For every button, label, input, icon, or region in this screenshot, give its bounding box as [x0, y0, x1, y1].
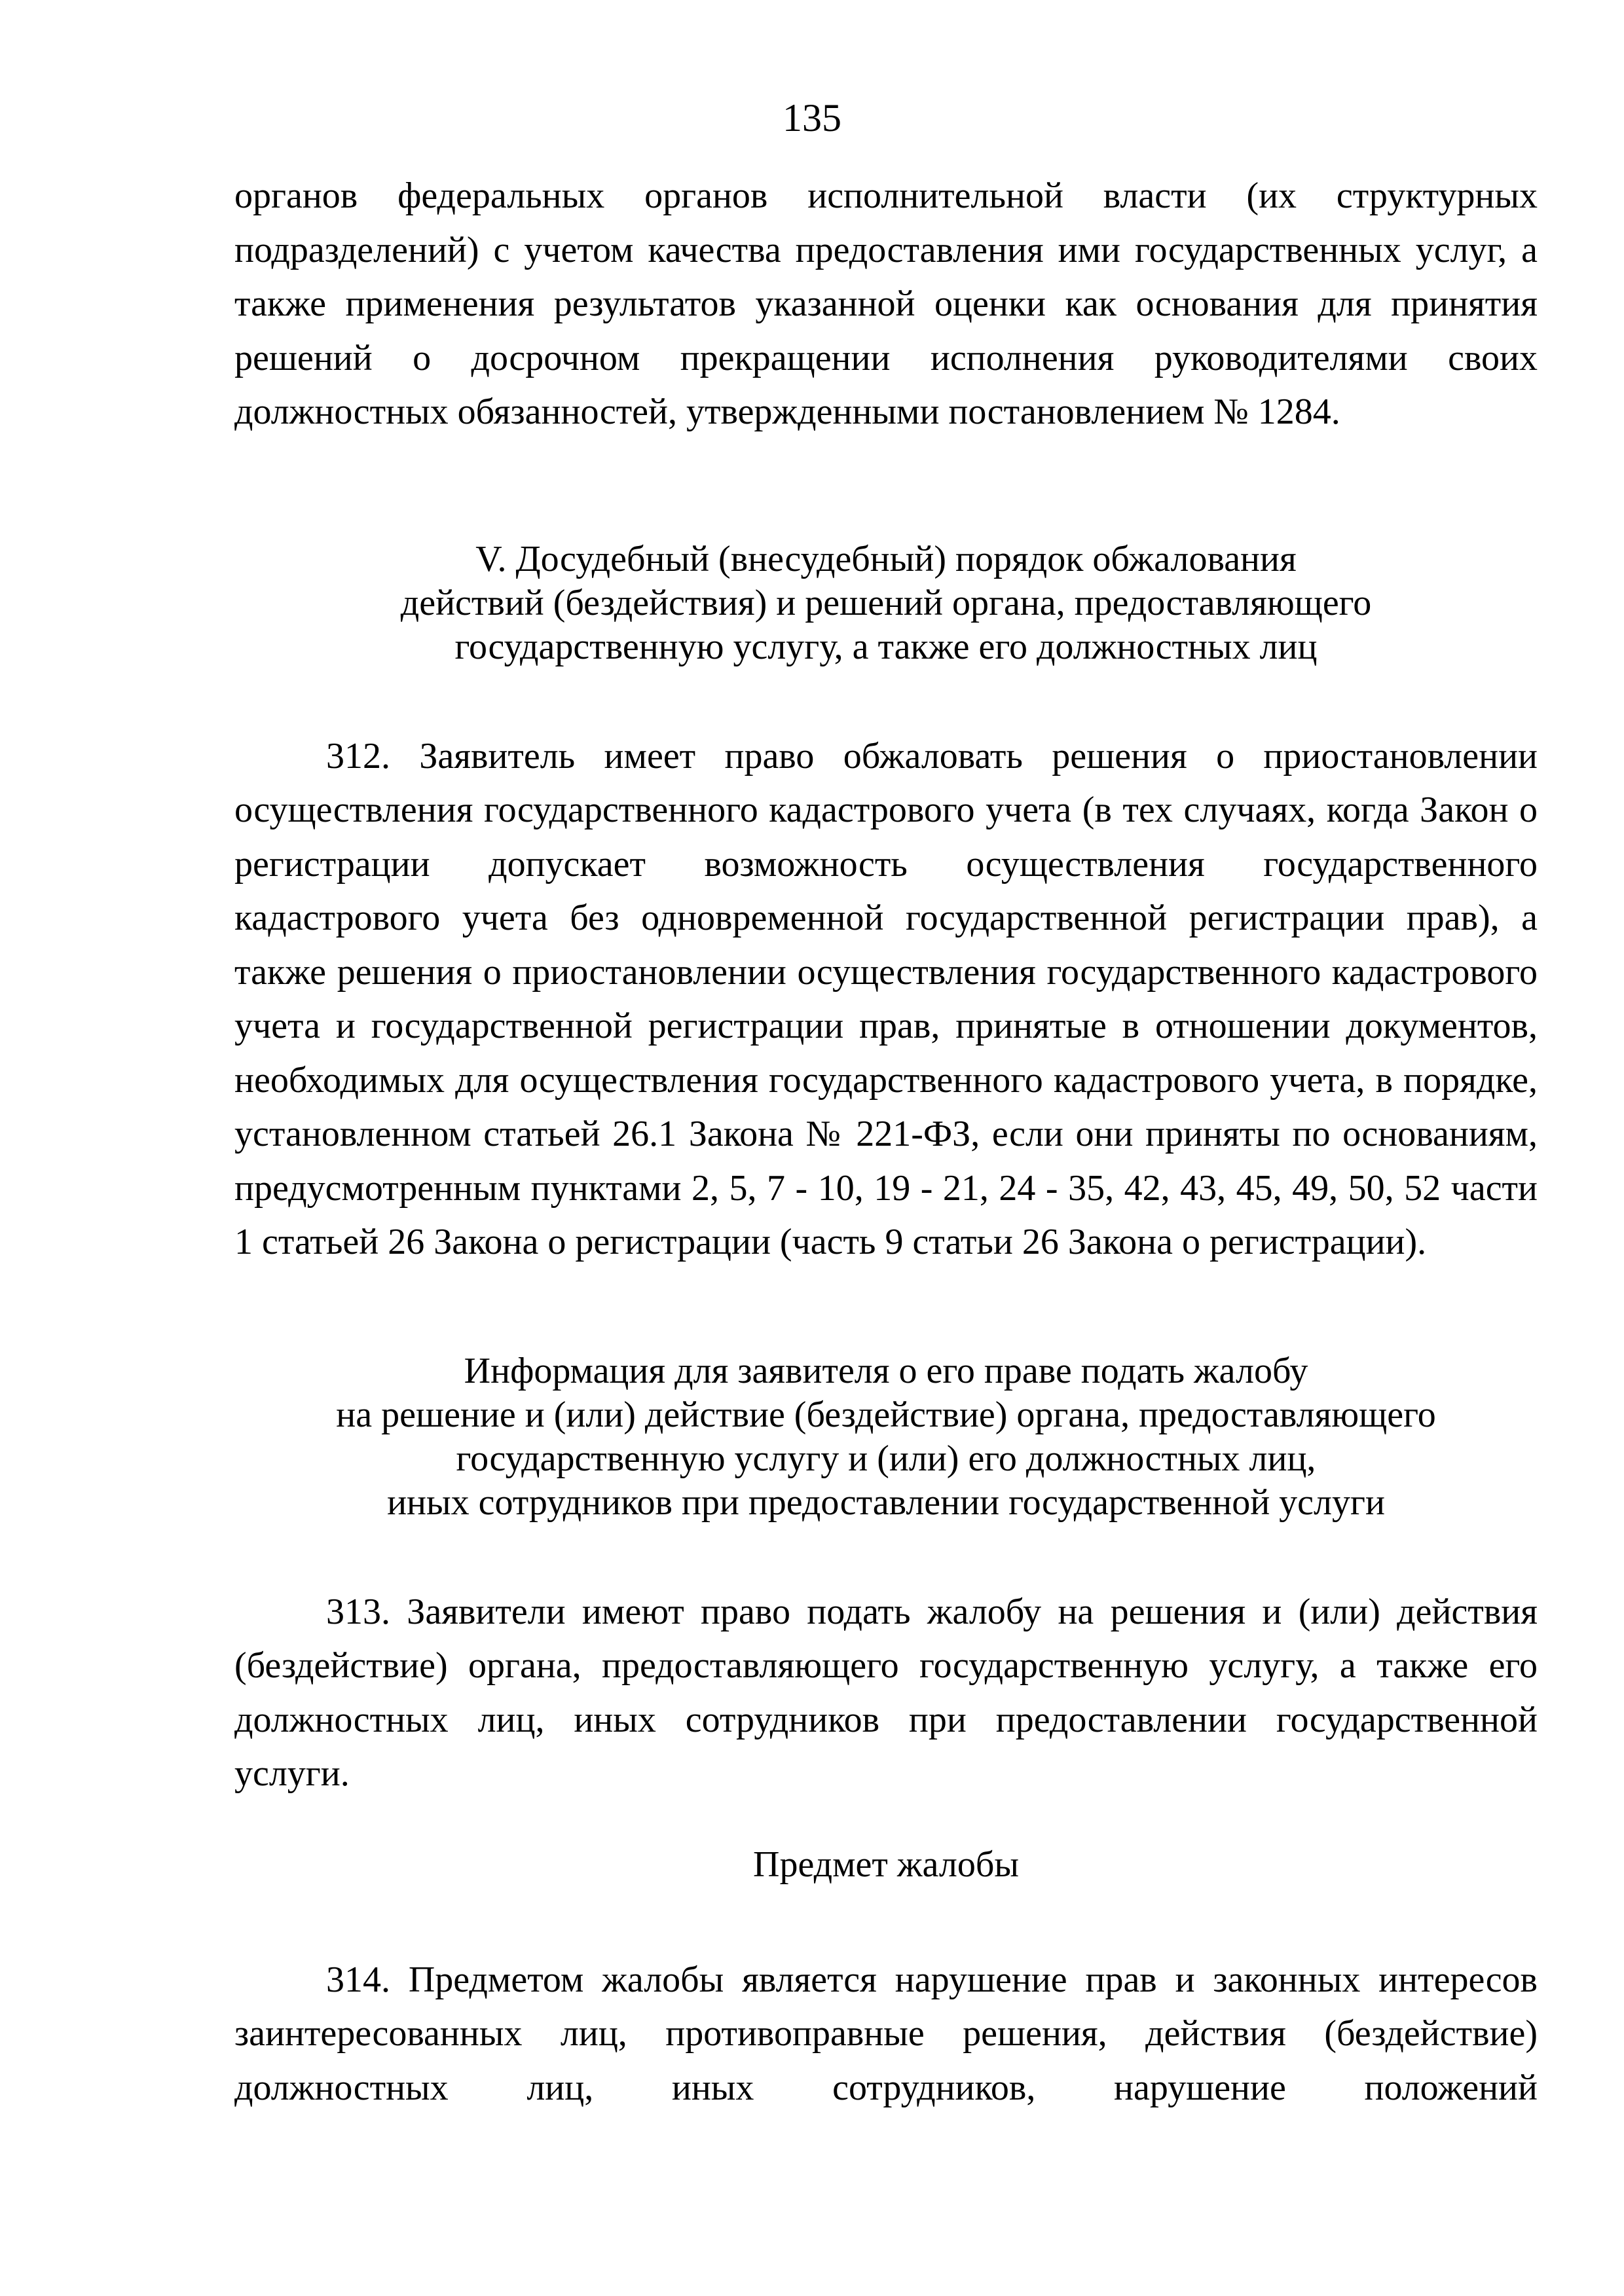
page-content [234, 169, 1538, 2115]
spacer [234, 1269, 1538, 1349]
subject-heading: Предмет жалобы [753, 1844, 1019, 1885]
section-heading-line: действий (бездействия) и решений органа, предоставляющего [400, 582, 1372, 623]
section-heading-line: V. Досудебный (внесудебный) порядок обжалования [475, 538, 1297, 579]
spacer [234, 1525, 1538, 1585]
paragraph-312: 312. Заявитель имеет право обжаловать решения о приостановлении осуществления государственного кадастрового учета (в тех случаях, когда Закон о регистрации допускает возможность осуществления государственного кадастрового учета без одновременной государственной регистрации прав), а также решения о приостановлении осуществления государственного кадастрового учета и государственной регистрации прав, принятые в отношении документов, необходимых для осуществления государственного кадастрового учета, в порядке, установленном статьей 26.1 Закона № 221-ФЗ, если они приняты по основаниям, предусмотренным пунктами 2, 5, 7 - 10, 19 - 21, 24 - 35, 42, 43, 45, 49, 50, 52 части 1 статьей 26 Закона о регистрации (часть 9 статьи 26 Закона о регистрации). [234, 735, 1538, 1262]
info-heading-line: на решение и (или) действие (бездействие) органа, предоставляющего [336, 1394, 1436, 1435]
paragraph-314: 314. Предметом жалобы является нарушение прав и законных интересов заинтересованных лиц, противоправные решения, действия (бездействие) должностных лиц, иных сотрудников, нарушение положений [234, 1959, 1538, 2108]
spacer [234, 1891, 1538, 1953]
intro-paragraph: органов федеральных органов исполнительной власти (их структурных подразделений) с учетом качества предоставления ими государственных услуг, а также применения результатов указанной оценки как основания для принятия решений о досрочном прекращении исполнения руководителями своих должностных обязанностей, утвержденными постановлением № 1284. [234, 175, 1538, 432]
spacer [234, 669, 1538, 729]
spacer [234, 439, 1538, 538]
section-heading-5 [234, 538, 1538, 669]
section-heading-line: государственную услугу, а также его должностных лиц [454, 626, 1318, 667]
spacer [234, 1801, 1538, 1838]
info-heading-line: Информация для заявителя о его праве подать жалобу [464, 1350, 1308, 1391]
info-heading [234, 1349, 1538, 1525]
info-heading-line: государственную услугу и (или) его должностных лиц, [456, 1438, 1316, 1479]
info-heading-line: иных сотрудников при предоставлении государственной услуги [387, 1482, 1385, 1523]
page-number: 135 [783, 96, 841, 139]
paragraph-313: 313. Заявители имеют право подать жалобу на решения и (или) действия (бездействие) органа, предоставляющего государственную услугу, а также его должностных лиц, иных сотрудников при предоставлении государственной услуги. [234, 1591, 1538, 1794]
